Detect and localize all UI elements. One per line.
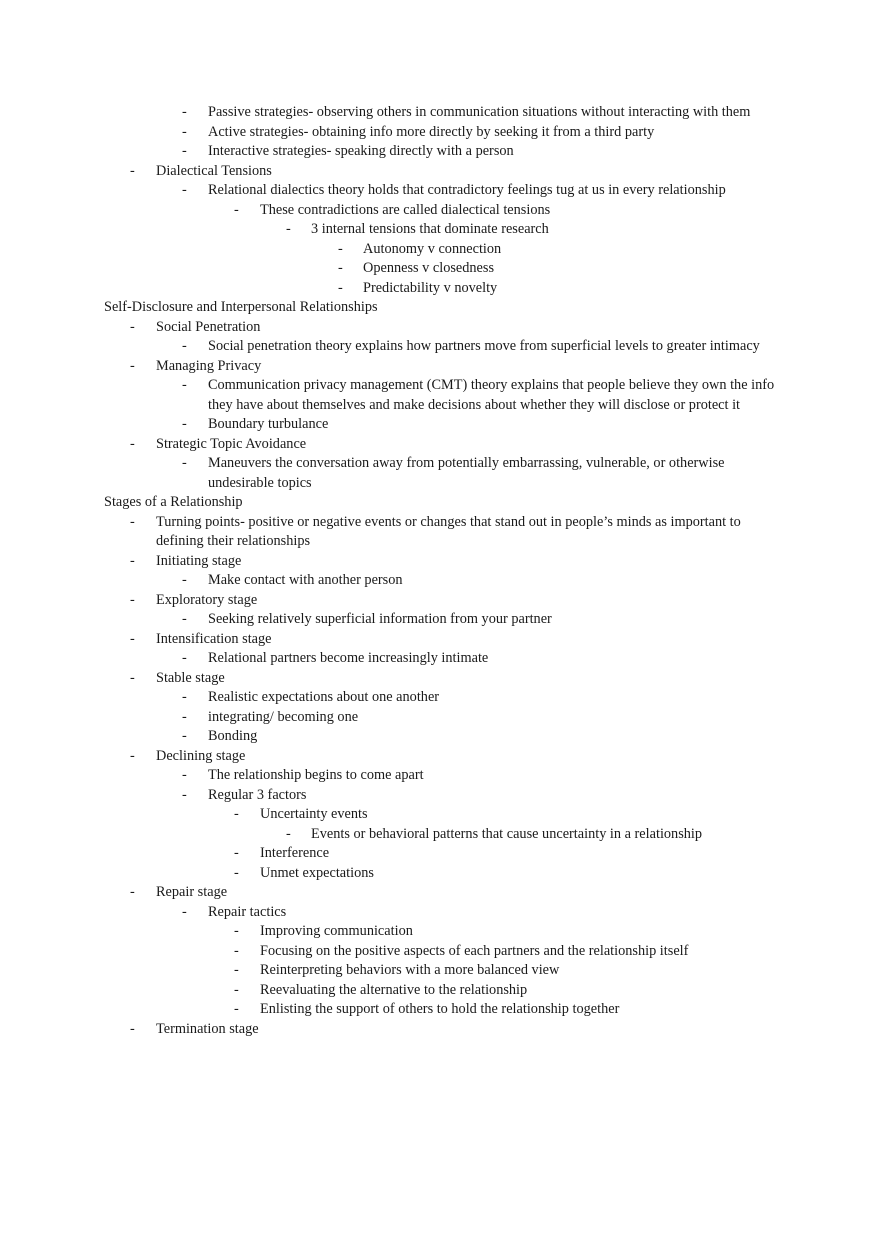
bullet-dash: -	[130, 1020, 135, 1037]
outline-item	[0, 825, 880, 845]
outline-item-text: Events or behavioral patterns that cause uncertainty in a relationship	[311, 825, 703, 842]
outline-item	[0, 1020, 880, 1040]
outline-item-text: Repair tactics	[208, 903, 287, 920]
outline-item-text: Predictability v novelty	[363, 279, 498, 296]
outline-item	[0, 688, 880, 708]
outline-item-text: Realistic expectations about one another	[208, 689, 440, 705]
outline-item	[0, 747, 880, 767]
outline-item-text: These contradictions are called dialectical tensions	[260, 201, 551, 218]
outline-item-text: Declining stage	[156, 747, 246, 764]
outline-item	[0, 454, 880, 493]
outline-item	[0, 220, 880, 240]
bullet-dash: -	[182, 786, 187, 803]
outline-item	[0, 318, 880, 338]
bullet-dash: -	[234, 1001, 239, 1017]
outline-item	[0, 103, 880, 123]
outline-item	[0, 805, 880, 825]
outline-item	[0, 610, 880, 630]
bullet-dash: -	[130, 884, 135, 900]
section-heading-text: Stages of a Relationship	[104, 494, 243, 510]
bullet-dash: -	[338, 260, 343, 276]
outline-item	[0, 981, 880, 1001]
bullet-dash: -	[182, 650, 187, 666]
bullet-dash: -	[182, 572, 187, 588]
outline-item-text: Active strategies- obtaining info more directly by seeking it from a third party	[208, 123, 655, 140]
bullet-dash: -	[182, 338, 187, 354]
document-body	[0, 103, 880, 1039]
outline-item-text: Reinterpreting behaviors with a more balanced view	[260, 962, 560, 978]
outline-item	[0, 376, 880, 415]
outline-item	[0, 571, 880, 591]
bullet-dash: -	[182, 182, 187, 198]
outline-item-text: Intensification stage	[156, 630, 272, 647]
outline-item-text: Boundary turbulance	[208, 416, 329, 432]
bullet-dash: -	[130, 318, 135, 335]
outline-item	[0, 142, 880, 162]
bullet-dash: -	[234, 962, 239, 978]
outline-item-text: Bonding	[208, 728, 258, 744]
section-heading	[0, 493, 880, 513]
outline-item	[0, 181, 880, 201]
outline-item-text: 3 internal tensions that dominate research	[311, 221, 549, 237]
bullet-dash: -	[130, 162, 135, 179]
outline-item-text: Maneuvers the conversation away from potentially embarrassing, vulnerable, or otherwise undesirable topics	[208, 455, 725, 491]
outline-item-text: Openness v closedness	[363, 260, 495, 276]
outline-item-text: Exploratory stage	[156, 591, 258, 608]
outline-item	[0, 240, 880, 260]
outline-item	[0, 415, 880, 435]
bullet-dash: -	[182, 689, 187, 705]
outline-item	[0, 357, 880, 377]
outline-item-text: Enlisting the support of others to hold the relationship together	[260, 1001, 620, 1017]
outline-item	[0, 162, 880, 182]
outline-item-text: Autonomy v connection	[363, 240, 502, 257]
bullet-dash: -	[182, 377, 187, 393]
bullet-dash: -	[234, 981, 239, 998]
outline-item-text: Interactive strategies- speaking directly with a person	[208, 143, 514, 159]
outline-item-text: Uncertainty events	[260, 806, 368, 822]
outline-item	[0, 552, 880, 572]
bullet-dash: -	[130, 591, 135, 608]
bullet-dash: -	[286, 825, 291, 842]
outline-item	[0, 259, 880, 279]
outline-item-text: integrating/ becoming one	[208, 708, 359, 725]
outline-item	[0, 123, 880, 143]
bullet-dash: -	[182, 143, 187, 159]
outline-item-text: Improving communication	[260, 923, 413, 939]
outline-item	[0, 903, 880, 923]
outline-item	[0, 649, 880, 669]
bullet-dash: -	[182, 455, 187, 471]
outline-item	[0, 883, 880, 903]
outline-item	[0, 337, 880, 357]
outline-item-text: Relational dialectics theory holds that contradictory feelings tug at us in every relationship	[208, 182, 726, 198]
outline-item-text: Passive strategies- observing others in communication situations without interacting with them	[208, 104, 751, 120]
bullet-dash: -	[130, 357, 135, 374]
bullet-dash: -	[338, 240, 343, 257]
section-heading	[0, 298, 880, 318]
outline-item	[0, 201, 880, 221]
outline-item-text: Managing Privacy	[156, 357, 262, 374]
outline-item-text: Social penetration theory explains how partners move from superficial levels to greater intimacy	[208, 338, 760, 354]
outline-item	[0, 591, 880, 611]
bullet-dash: -	[234, 864, 239, 881]
outline-item	[0, 279, 880, 299]
outline-item	[0, 786, 880, 806]
outline-item-text: Initiating stage	[156, 552, 242, 569]
outline-item-text: The relationship begins to come apart	[208, 767, 424, 783]
outline-item	[0, 708, 880, 728]
bullet-dash: -	[234, 806, 239, 822]
outline-item	[0, 922, 880, 942]
outline-item-text: Interference	[260, 845, 330, 861]
bullet-dash: -	[182, 708, 187, 725]
bullet-dash: -	[130, 747, 135, 764]
outline-item	[0, 513, 880, 552]
bullet-dash: -	[182, 728, 187, 744]
outline-item-text: Dialectical Tensions	[156, 162, 272, 179]
outline-item	[0, 844, 880, 864]
outline-item-text: Relational partners become increasingly intimate	[208, 650, 489, 666]
outline-item-text: Stable stage	[156, 669, 225, 686]
outline-item-text: Seeking relatively superficial information from your partner	[208, 611, 552, 627]
bullet-dash: -	[338, 279, 343, 296]
outline-item	[0, 766, 880, 786]
outline-item-text: Termination stage	[156, 1020, 259, 1037]
bullet-dash: -	[182, 611, 187, 627]
bullet-dash: -	[182, 104, 187, 120]
bullet-dash: -	[182, 903, 187, 920]
section-heading-text: Self-Disclosure and Interpersonal Relationships	[104, 299, 378, 315]
outline-item-text: Reevaluating the alternative to the relationship	[260, 981, 528, 998]
bullet-dash: -	[182, 123, 187, 140]
outline-item-text: Repair stage	[156, 884, 228, 900]
bullet-dash: -	[130, 630, 135, 647]
bullet-dash: -	[130, 552, 135, 569]
outline-item	[0, 630, 880, 650]
outline-item	[0, 864, 880, 884]
bullet-dash: -	[130, 435, 135, 452]
bullet-dash: -	[234, 923, 239, 939]
outline-item	[0, 435, 880, 455]
outline-item	[0, 1000, 880, 1020]
outline-item-text: Make contact with another person	[208, 572, 403, 588]
outline-item-text: Focusing on the positive aspects of each partners and the relationship itself	[260, 942, 689, 959]
outline-item-text: Regular 3 factors	[208, 786, 307, 803]
bullet-dash: -	[234, 201, 239, 218]
bullet-dash: -	[130, 513, 135, 530]
outline-item	[0, 942, 880, 962]
outline-item-text: Strategic Topic Avoidance	[156, 435, 307, 452]
outline-item-text: Communication privacy management (CMT) theory explains that people believe they own the info they have about themselves and make decisions about whether they will disclose or protect it	[208, 377, 775, 413]
outline-item-text: Turning points- positive or negative events or changes that stand out in people’s minds as important to defining their relationships	[156, 513, 741, 549]
outline-item-text: Unmet expectations	[260, 864, 374, 881]
outline-item-text: Social Penetration	[156, 318, 261, 335]
bullet-dash: -	[234, 942, 239, 959]
bullet-dash: -	[286, 221, 291, 237]
bullet-dash: -	[182, 767, 187, 783]
bullet-dash: -	[130, 669, 135, 686]
outline-item	[0, 727, 880, 747]
bullet-dash: -	[182, 416, 187, 432]
outline-item	[0, 669, 880, 689]
bullet-dash: -	[234, 845, 239, 861]
outline-item	[0, 961, 880, 981]
